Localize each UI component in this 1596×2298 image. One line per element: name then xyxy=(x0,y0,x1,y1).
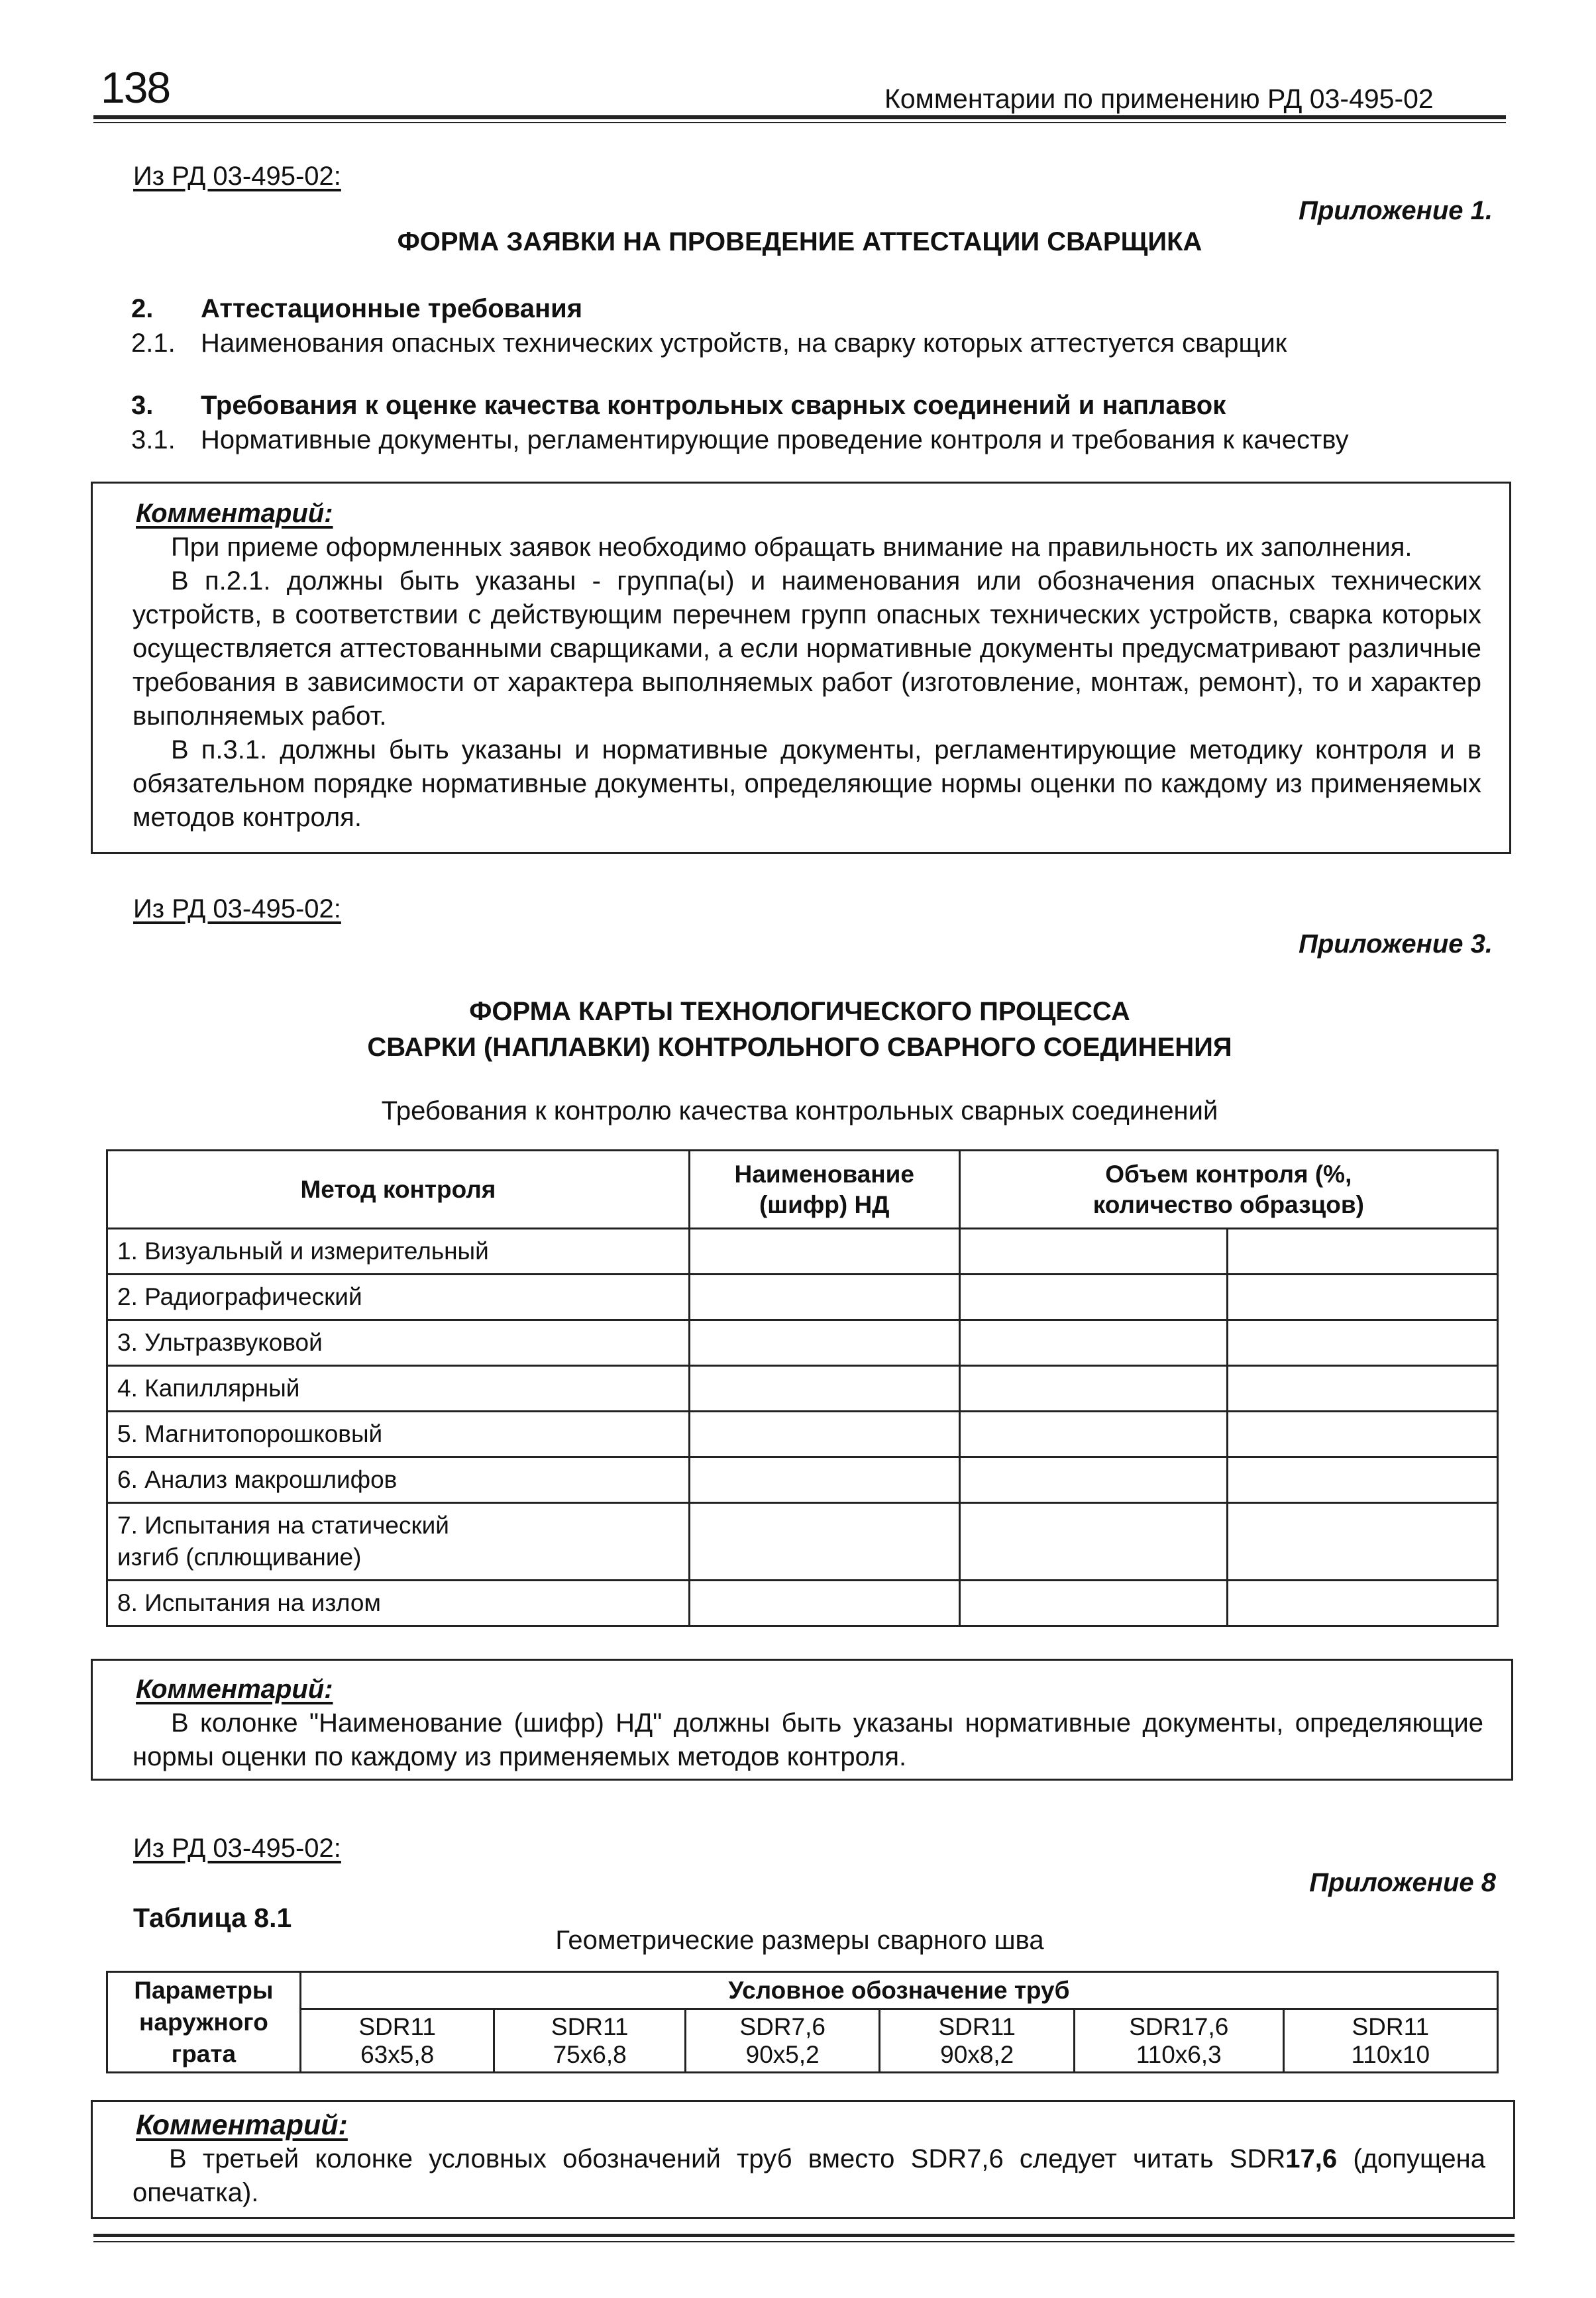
form-title xyxy=(93,994,1506,1065)
comment-box xyxy=(91,2100,1515,2219)
pipe-cell xyxy=(880,2009,1075,2073)
table-row xyxy=(107,1275,1498,1320)
volume-cell xyxy=(959,1275,1227,1320)
comment-text-part: В третьей колонке условных обозначений труб вместо SDR7,6 следует читать SDR xyxy=(169,2144,1286,2173)
appendix-label: Приложение 8 xyxy=(1309,1868,1496,1897)
method-cell: 6. Анализ макрошлифов xyxy=(107,1457,690,1503)
source-reference: Из РД 03-495-02: xyxy=(133,894,341,923)
method-cell: 7. Испытания на статический изгиб (сплющивание) xyxy=(107,1503,690,1581)
pipe-size: 90x8,2 xyxy=(940,2040,1014,2068)
volume-cell xyxy=(959,1320,1227,1366)
method-cell: 8. Испытания на излом xyxy=(107,1581,690,1626)
param-header: Параметры наружного грата xyxy=(107,1972,301,2073)
method-cell: 5. Магнитопорошковый xyxy=(107,1412,690,1457)
nd-cell xyxy=(689,1275,959,1320)
header-rule-thin xyxy=(93,122,1506,123)
volume-cell xyxy=(959,1503,1227,1581)
method-cell: 1. Визуальный и измерительный xyxy=(107,1229,690,1275)
pipe-size: 75x6,8 xyxy=(553,2040,627,2068)
nd-cell xyxy=(689,1229,959,1275)
comment-text xyxy=(133,2142,1485,2210)
pipe-code: SDR11 xyxy=(1352,2012,1430,2040)
section-text: Аттестационные требования xyxy=(201,294,583,323)
nd-cell xyxy=(689,1320,959,1366)
nd-cell xyxy=(689,1503,959,1581)
source-reference: Из РД 03-495-02: xyxy=(133,162,341,191)
table-row xyxy=(107,1229,1498,1275)
nd-cell xyxy=(689,1457,959,1503)
volume-cell xyxy=(959,1366,1227,1412)
nd-cell xyxy=(689,1412,959,1457)
pipe-code: SDR7,6 xyxy=(739,2012,825,2040)
comment-box xyxy=(91,482,1511,854)
pipe-size: 110x6,3 xyxy=(1136,2040,1222,2068)
volume-cell xyxy=(1227,1229,1497,1275)
comment-label: Комментарий: xyxy=(136,2109,348,2141)
nd-cell xyxy=(689,1581,959,1626)
nd-cell xyxy=(689,1366,959,1412)
volume-cell xyxy=(1227,1320,1497,1366)
section-item xyxy=(131,423,1509,457)
pipe-cell xyxy=(494,2009,686,2073)
table-row xyxy=(107,1320,1498,1366)
pipe-cell xyxy=(1074,2009,1283,2073)
comment-text-emphasis: 17,6 xyxy=(1285,2144,1338,2173)
volume-cell xyxy=(1227,1503,1497,1581)
volume-cell xyxy=(959,1412,1227,1457)
pipe-size: 110x10 xyxy=(1351,2040,1430,2068)
volume-cell xyxy=(959,1457,1227,1503)
pipe-cell xyxy=(300,2009,494,2073)
table-row xyxy=(107,1503,1498,1581)
control-table xyxy=(106,1149,1499,1627)
volume-cell xyxy=(959,1581,1227,1626)
pipe-code: SDR11 xyxy=(358,2012,436,2040)
column-header-method: Метод контроля xyxy=(107,1151,690,1229)
section-number: 3. xyxy=(131,391,154,420)
comment-paragraph: В п.2.1. должны быть указаны - группа(ы) и наименования или обозначения опасных технических устройств, в соответствии с действующим перечнем групп опасных технических устройств, сварка которых осуществляется аттестованными сварщиками, а если нормативные документы предусматривают различные требования в зависимости от характера выполняемых работ (изготовление, монтаж, ремонт), то и характер выполняемых работ. xyxy=(133,566,1481,731)
pipe-cell xyxy=(1283,2009,1497,2073)
comment-label: Комментарий: xyxy=(136,1675,333,1704)
comment-paragraph: В п.3.1. должны быть указаны и нормативные документы, регламентирующие методику контроля и в обязательном порядке нормативные документы, определяющие нормы оценки по каждому из применяемых методов контроля. xyxy=(133,735,1481,832)
volume-cell xyxy=(1227,1581,1497,1626)
comment-paragraph: При приеме оформленных заявок необходимо обращать внимание на правильность их заполнения. xyxy=(171,533,1412,562)
form-title: ФОРМА ЗАЯВКИ НА ПРОВЕДЕНИЕ АТТЕСТАЦИИ СВАРЩИКА xyxy=(397,227,1202,256)
source-reference: Из РД 03-495-02: xyxy=(133,1834,341,1863)
pipe-size: 90x5,2 xyxy=(745,2040,820,2068)
form-title-line: ФОРМА КАРТЫ ТЕХНОЛОГИЧЕСКОГО ПРОЦЕССА xyxy=(469,997,1130,1026)
page-number: 138 xyxy=(101,63,170,112)
table-row xyxy=(107,1412,1498,1457)
section-number: 3.1. xyxy=(131,425,176,454)
section-text: Требования к оценке качества контрольных сварных соединений и наплавок xyxy=(201,391,1226,420)
appendix-label: Приложение 3. xyxy=(1299,929,1493,959)
pipe-cell xyxy=(685,2009,880,2073)
method-cell: 3. Ультразвуковой xyxy=(107,1320,690,1366)
comment-box xyxy=(91,1659,1513,1781)
section-number: 2.1. xyxy=(131,329,176,358)
volume-cell xyxy=(1227,1275,1497,1320)
volume-cell xyxy=(1227,1412,1497,1457)
column-header-volume: Объем контроля (%, количество образцов) xyxy=(959,1151,1497,1229)
footer-rule-thin xyxy=(93,2241,1515,2242)
pipe-size: 63x5,8 xyxy=(360,2040,435,2068)
volume-cell xyxy=(1227,1457,1497,1503)
pipe-code: SDR17,6 xyxy=(1129,2012,1229,2040)
table-row xyxy=(107,1581,1498,1626)
volume-cell xyxy=(1227,1366,1497,1412)
table-row xyxy=(107,1457,1498,1503)
table-number-label: Таблица 8.1 xyxy=(133,1903,292,1933)
method-cell: 4. Капиллярный xyxy=(107,1366,690,1412)
column-header-nd: Наименование (шифр) НД xyxy=(689,1151,959,1229)
comment-text: В колонке "Наименование (шифр) НД" должны быть указаны нормативные документы, определяющие нормы оценки по каждому из применяемых методов контроля. xyxy=(133,1708,1483,1771)
section-text: Наименования опасных технических устройств, на сварку которых аттестуется сварщик xyxy=(201,329,1287,358)
comment-text-part: (допущена опечатка). xyxy=(133,2144,1485,2207)
pipe-code: SDR11 xyxy=(938,2012,1016,2040)
section-number: 2. xyxy=(131,294,154,323)
section-item xyxy=(131,388,1509,423)
section-item xyxy=(131,326,1509,360)
running-title: Комментарии по применению РД 03-495-02 xyxy=(884,83,1434,114)
form-title-line: СВАРКИ (НАПЛАВКИ) КОНТРОЛЬНОГО СВАРНОГО СОЕДИНЕНИЯ xyxy=(367,1033,1232,1062)
table-caption: Требования к контролю качества контрольных сварных соединений xyxy=(381,1096,1218,1125)
section-text: Нормативные документы, регламентирующие проведение контроля и требования к качеству xyxy=(201,425,1349,454)
volume-cell xyxy=(959,1229,1227,1275)
pipe-code: SDR11 xyxy=(551,2012,629,2040)
table-row xyxy=(107,1366,1498,1412)
group-header: Условное обозначение труб xyxy=(300,1972,1497,2009)
comment-label: Комментарий: xyxy=(136,499,333,528)
header-rule-thick xyxy=(93,115,1506,119)
table-caption: Геометрические размеры сварного шва xyxy=(555,1926,1044,1955)
appendix-label: Приложение 1. xyxy=(1299,196,1493,225)
pipe-dimensions-table xyxy=(106,1971,1499,2073)
section-item xyxy=(131,291,1509,326)
requirements-list xyxy=(131,291,1509,457)
footer-rule-thick xyxy=(93,2234,1515,2237)
method-cell: 2. Радиографический xyxy=(107,1275,690,1320)
